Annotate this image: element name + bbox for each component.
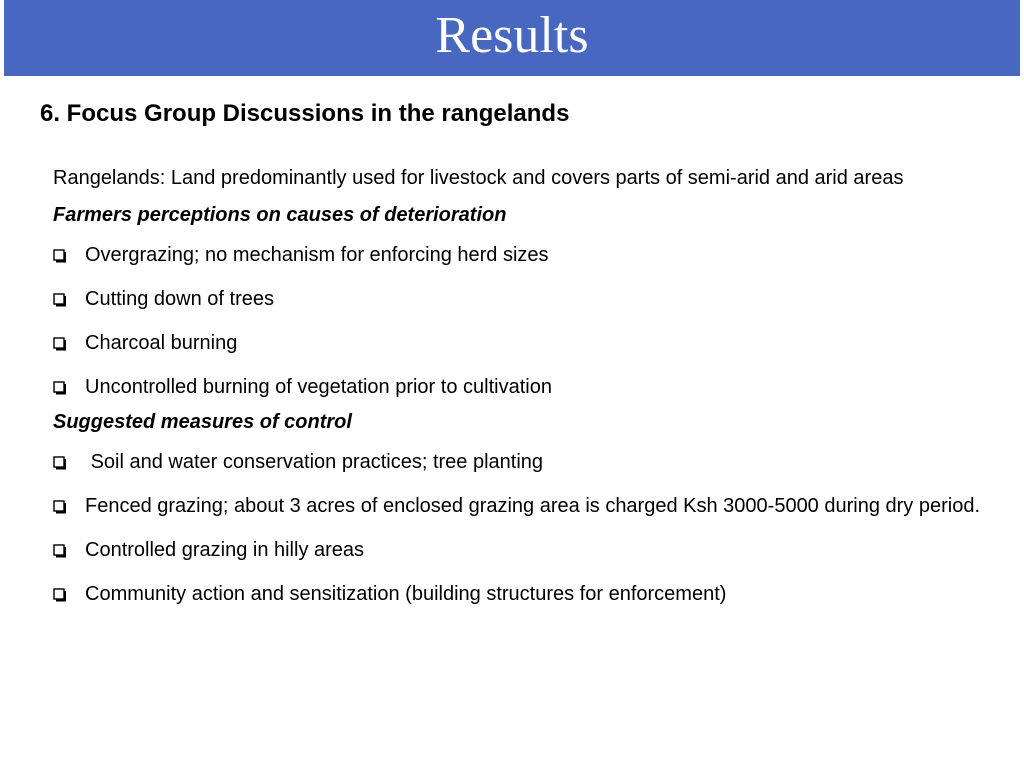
list-item-text: Community action and sensitization (building structures for enforcement) — [85, 583, 727, 605]
list-item — [53, 242, 1003, 269]
checkbox-square-icon — [53, 330, 85, 357]
causes-list — [53, 242, 1003, 401]
list-item-text: Soil and water conservation practices; tree planting — [85, 451, 544, 473]
measures-subheading: Suggested measures of control — [53, 411, 352, 433]
list-item-text: Overgrazing; no mechanism for enforcing herd sizes — [85, 244, 549, 266]
measures-list — [53, 449, 1003, 608]
checkbox-square-icon — [53, 581, 85, 608]
list-item — [53, 581, 1003, 608]
list-item — [53, 449, 1003, 476]
checkbox-square-icon — [53, 374, 85, 401]
checkbox-square-icon — [53, 493, 85, 520]
list-item-text: Uncontrolled burning of vegetation prior to cultivation — [85, 376, 552, 398]
slide-title: Results — [435, 7, 589, 64]
list-item — [53, 286, 1003, 313]
list-item-text: Cutting down of trees — [85, 288, 274, 310]
list-item-text: Charcoal burning — [85, 332, 238, 354]
causes-subheading: Farmers perceptions on causes of deterioration — [53, 204, 507, 226]
checkbox-square-icon — [53, 537, 85, 564]
section-heading: 6. Focus Group Discussions in the rangelands — [40, 100, 570, 127]
list-item — [53, 374, 1003, 401]
list-item — [53, 330, 1003, 357]
slide-content — [53, 165, 1003, 608]
intro-paragraph: Rangelands: Land predominantly used for livestock and covers parts of semi-arid and arid areas — [53, 167, 904, 189]
list-item-text: Controlled grazing in hilly areas — [85, 539, 365, 561]
checkbox-square-icon — [53, 286, 85, 313]
checkbox-square-icon — [53, 449, 85, 476]
list-item — [53, 537, 1003, 564]
checkbox-square-icon — [53, 242, 85, 269]
list-item-text: Fenced grazing; about 3 acres of enclosed grazing area is charged Ksh 3000-5000 during dry period. — [85, 495, 981, 517]
list-item — [53, 493, 1003, 520]
title-bar — [4, 0, 1020, 76]
